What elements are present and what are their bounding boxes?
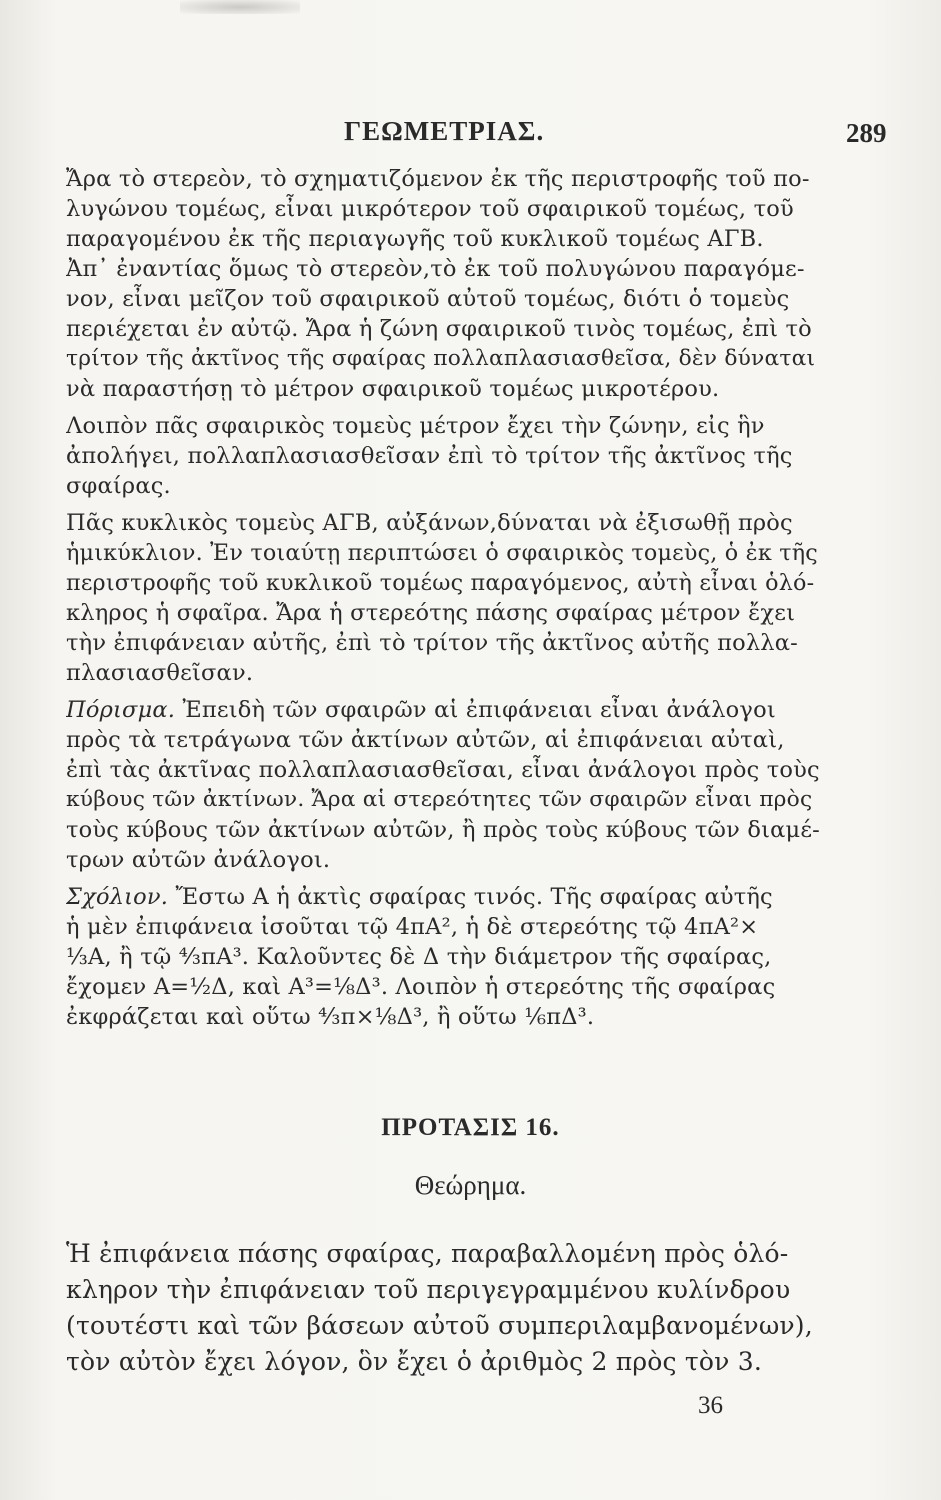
text-line: (τουτέστι καὶ τῶν βάσεων αὐτοῦ συμπεριλαμβανομένων), (66, 1311, 813, 1340)
text-line: κληρος ἡ σφαῖρα. Ἄρα ἡ στερεότης πάσης σφαίρας μέτρον ἔχει (66, 600, 796, 626)
text-line: πλασιασθεῖσαν. (66, 660, 254, 686)
text-line: ἡ μὲν ἐπιφάνεια ἰσοῦται τῷ 4πΑ², ἡ δὲ στερεότης τῷ 4πΑ²× (66, 914, 759, 940)
paragraph (66, 508, 820, 688)
theorem-heading: Θεώρημα. (414, 1170, 527, 1200)
signature-mark: 36 (698, 1392, 723, 1419)
text-line: πρὸς τὰ τετράγωνα τῶν ἀκτίνων αὐτῶν, αἱ ἐπιφάνειαι αὐταὶ, (66, 727, 785, 753)
text-line: ἡμικύκλιον. Ἐν τοιαύτῃ περιπτώσει ὁ σφαιρικὸς τομεὺς, ὁ ἐκ τῆς (66, 540, 818, 566)
section-label: Πόρισμα. (66, 697, 176, 723)
text-line: κύβους τῶν ἀκτίνων. Ἄρα αἱ στερεότητες τῶν σφαιρῶν εἶναι πρὸς (66, 787, 813, 812)
text-line: νον, εἶναι μεῖζον τοῦ σφαιρικοῦ αὐτοῦ τομέως, διότι ὁ τομεὺς (66, 286, 790, 312)
text-line: τρίτον τῆς ἀκτῖνος τῆς σφαίρας πολλαπλασιασθεῖσα, δὲν δύναται (66, 346, 816, 371)
running-head: ΓΕΩΜΕΤΡΙΑΣ. (344, 116, 545, 146)
text-line: Σχόλιον. Ἔστω Α ἡ ἀκτὶς σφαίρας τινός. Τῆς σφαίρας αὐτῆς (66, 884, 773, 910)
text-line: περιστροφῆς τοῦ κυκλικοῦ τομέως παραγόμενος, αὐτὴ εἶναι ὁλό- (66, 570, 815, 596)
text-line: ⅓Α, ἢ τῷ ⁴⁄₃πΑ³. Καλοῦντες δὲ Δ τὴν διάμετρον τῆς σφαίρας, (66, 944, 772, 970)
text-line: κληρον τὴν ἐπιφάνειαν τοῦ περιγεγραμμένου κυλίνδρου (66, 1275, 791, 1304)
text-line: σφαίρας. (66, 473, 171, 499)
paragraph (66, 411, 820, 501)
text-line: Ἡ ἐπιφάνεια πάσης σφαίρας, παραβαλλομένη πρὸς ὁλό- (66, 1239, 789, 1268)
text-line: Λοιπὸν πᾶς σφαιρικὸς τομεὺς μέτρον ἔχει τὴν ζώνην, εἰς ἣν (66, 413, 765, 439)
scholium-paragraph (66, 882, 820, 1032)
text-line: Ἄρα τὸ στερεὸν, τὸ σχηματιζόμενον ἐκ τῆς περιστροφῆς τοῦ πο- (66, 166, 810, 192)
ink-smudge (180, 0, 300, 14)
text-line: ἐπὶ τὰς ἀκτῖνας πολλαπλασιασθεῖσαι, εἶναι ἀνάλογοι πρὸς τοὺς (66, 757, 820, 783)
text-line: περιέχεται ἐν αὐτῷ. Ἄρα ἡ ζώνη σφαιρικοῦ τινὸς τομέως, ἐπὶ τὸ (66, 316, 812, 342)
corollary-paragraph (66, 695, 820, 875)
text-line: ἐκφράζεται καὶ οὕτω ⁴⁄₃π×⅛Δ³, ἢ οὕτω ⅙πΔ³. (66, 1004, 595, 1030)
text-line: Πόρισμα. Ἐπειδὴ τῶν σφαιρῶν αἱ ἐπιφάνειαι εἶναι ἀνάλογοι (66, 697, 776, 723)
page-number: 289 (846, 118, 887, 148)
page-header (0, 116, 941, 156)
section-label: Σχόλιον. (66, 884, 169, 910)
text-line: λυγώνου τομέως, εἶναι μικρότερον τοῦ σφαιρικοῦ τομέως, τοῦ (66, 196, 794, 222)
text-line: Ἀπ᾽ ἐναντίας ὅμως τὸ στερεὸν,τὸ ἐκ τοῦ πολυγώνου παραγόμε- (66, 256, 805, 282)
text-line: παραγομένου ἐκ τῆς περιαγωγῆς τοῦ κυκλικοῦ τομέως ΑΓΒ. (66, 226, 764, 252)
theorem-statement (66, 1236, 836, 1380)
text-line: τοὺς κύβους τῶν ἀκτίνων αὐτῶν, ἢ πρὸς τοὺς κύβους τῶν διαμέ- (66, 817, 820, 843)
text-line: τρων αὐτῶν ἀνάλογοι. (66, 847, 331, 873)
main-text (66, 164, 820, 1039)
text-line: Πᾶς κυκλικὸς τομεὺς ΑΓΒ, αὐξάνων,δύναται νὰ ἐξισωθῇ πρὸς (66, 510, 793, 536)
text-line: ἀπολήγει, πολλαπλασιασθεῖσαν ἐπὶ τὸ τρίτον τῆς ἀκτῖνος τῆς (66, 443, 793, 469)
text-line: ἔχομεν Α=½Δ, καὶ Α³=⅛Δ³. Λοιπὸν ἡ στερεότης τῆς σφαίρας (66, 974, 776, 1000)
text-line: τὴν ἐπιφάνειαν αὐτῆς, ἐπὶ τὸ τρίτον τῆς ἀκτῖνος αὐτῆς πολλα- (66, 630, 798, 656)
proposition-heading: ΠΡΟΤΑΣΙΣ 16. (381, 1114, 560, 1141)
text-line: τὸν αὐτὸν ἔχει λόγον, ὃν ἔχει ὁ ἀριθμὸς 2 πρὸς τὸν 3. (66, 1347, 762, 1376)
text-line: νὰ παραστήσῃ τὸ μέτρον σφαιρικοῦ τομέως μικροτέρου. (66, 376, 720, 402)
paragraph (66, 164, 820, 404)
